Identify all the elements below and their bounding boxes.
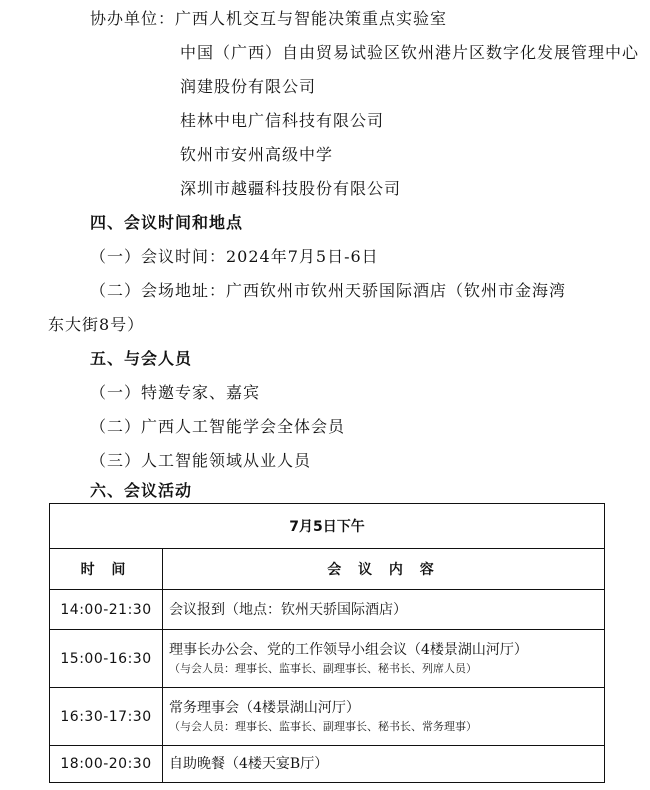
row-content-text: 自助晚餐（4楼天宴B厅） [169, 756, 329, 772]
schedule-header-row [50, 549, 605, 590]
row-content [163, 590, 605, 630]
section-heading-attendees: 五、与会人员 [90, 349, 193, 368]
row-time: 14:00-21:30 [50, 590, 163, 630]
co-organizer-line-1 [90, 8, 447, 30]
attendee-item: （一）特邀专家、嘉宾 [90, 383, 261, 402]
row-time: 15:00-16:30 [50, 630, 163, 688]
meeting-time: （一）会议时间：2024年7月5日-6日 [90, 247, 379, 266]
co-organizer-item: 润建股份有限公司 [180, 77, 317, 96]
section-heading-time-venue: 四、会议时间和地点 [90, 213, 244, 232]
schedule-table [49, 503, 605, 783]
row-time: 18:00-20:30 [50, 746, 163, 783]
table-row [50, 630, 605, 688]
co-organizer-item: 中国（广西）自由贸易试验区钦州港片区数字化发展管理中心 [180, 43, 640, 62]
schedule-title: 7月5日下午 [50, 504, 605, 549]
co-organizer-item: 桂林中电广信科技有限公司 [180, 111, 385, 130]
co-organizer-item: 广西人机交互与智能决策重点实验室 [175, 9, 448, 28]
column-header-content: 会 议 内 容 [163, 549, 605, 590]
table-row [50, 688, 605, 746]
row-attendee-note: （与会人员：理事长、监事长、副理事长、秘书长、常务理事） [169, 720, 477, 733]
row-content-text: 常务理事会（4楼景湖山河厅） [169, 700, 360, 716]
schedule-title-row [50, 504, 605, 549]
row-content [163, 688, 605, 746]
row-content-text: 理事长办公会、党的工作领导小组会议（4楼景湖山河厅） [169, 642, 528, 658]
table-row [50, 746, 605, 783]
row-content-text: 会议报到（地点：钦州天骄国际酒店） [169, 601, 407, 618]
section-heading-activities: 六、会议活动 [90, 481, 193, 500]
row-attendee-note: （与会人员：理事长、监事长、副理事长、秘书长、列席人员） [169, 662, 477, 675]
row-content [163, 630, 605, 688]
attendee-item: （三）人工智能领域从业人员 [90, 451, 312, 470]
table-row [50, 590, 605, 630]
meeting-venue-cont: 东大街8号） [48, 315, 145, 334]
co-organizer-item: 钦州市安州高级中学 [180, 145, 334, 164]
meeting-venue: （二）会场地址：广西钦州市钦州天骄国际酒店（钦州市金海湾 [90, 281, 567, 300]
column-header-time: 时 间 [50, 549, 163, 590]
co-organizer-label: 协办单位： [90, 9, 176, 28]
row-content [163, 746, 605, 783]
co-organizer-item: 深圳市越疆科技股份有限公司 [180, 179, 402, 198]
attendee-item: （二）广西人工智能学会全体会员 [90, 417, 346, 436]
row-time: 16:30-17:30 [50, 688, 163, 746]
